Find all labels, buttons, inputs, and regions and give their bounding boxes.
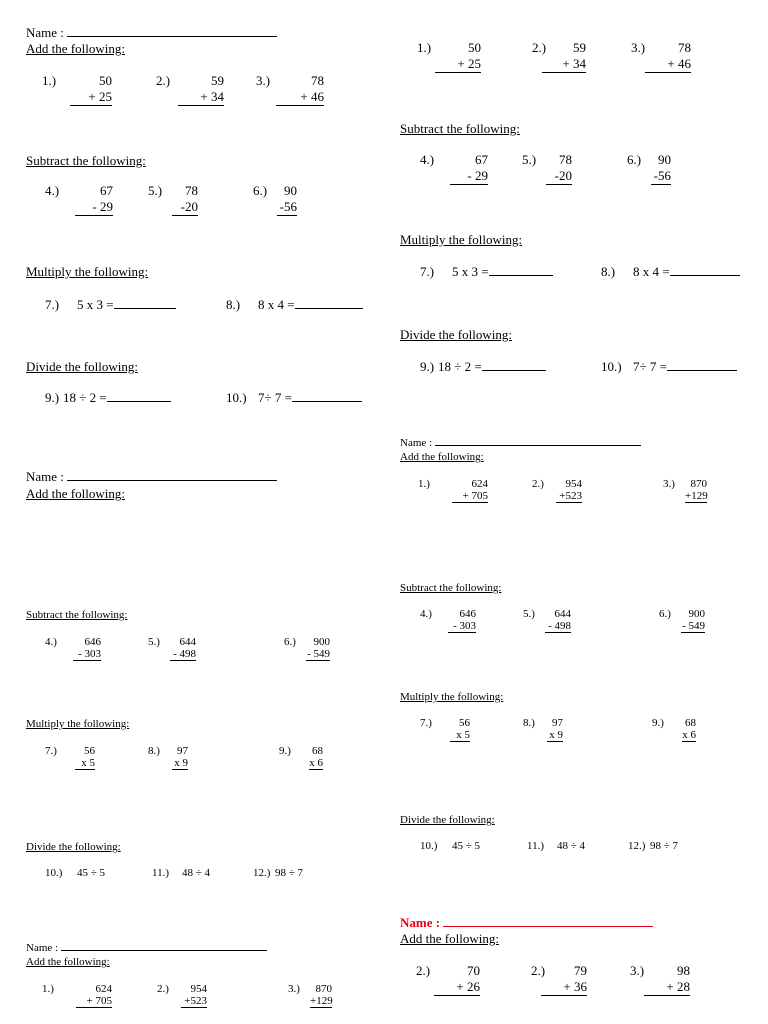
- add-heading: Add the following:: [26, 41, 125, 56]
- problem-2: 2.) 59 + 34: [532, 40, 586, 71]
- name-blank: [61, 950, 267, 951]
- add-heading: Add the following:: [400, 931, 499, 946]
- problem-10: 10.) 45 ÷ 5: [420, 840, 481, 852]
- problem-12: 12.) 98 ÷ 7: [628, 840, 679, 852]
- name-label: Name :: [26, 25, 277, 41]
- add-heading: Add the following:: [400, 451, 484, 463]
- problem-7: 7.) 5 x 3 =: [45, 297, 176, 313]
- problem-1: 1.) 50 + 25: [42, 73, 112, 104]
- subtract-heading: Subtract the following:: [26, 153, 146, 168]
- divide-heading: Divide the following:: [26, 359, 138, 374]
- problem-3: 3.) 78 + 46: [631, 40, 691, 71]
- problem-6: 6.) 900 - 549: [284, 636, 330, 660]
- problem-1: 2.) 70 + 26: [416, 963, 480, 994]
- problem-8: 8.) 8 x 4 =: [226, 297, 363, 313]
- problem-3: 3.) 870 +129: [663, 478, 708, 502]
- divide-heading: Divide the following:: [400, 814, 495, 826]
- problem-10: 10.) 45 ÷ 5: [45, 867, 106, 879]
- problem-5: 5.) 78 -20: [148, 183, 198, 214]
- problem-4: 4.) 67 - 29: [420, 152, 488, 183]
- problem-6: 6.) 900 - 549: [659, 608, 705, 632]
- problem-8: 8.) 97 x 9: [148, 745, 188, 769]
- problem-8: 8.) 97 x 9: [523, 717, 563, 741]
- problem-2: 2.) 954 +523: [532, 478, 582, 502]
- problem-10: 10.) 7÷ 7 =: [226, 390, 362, 406]
- problem-7: 7.) 56 x 5: [45, 745, 95, 769]
- add-heading: Add the following:: [26, 486, 125, 501]
- problem-5: 5.) 78 -20: [522, 152, 572, 183]
- problem-1: 1.) 50 + 25: [417, 40, 481, 71]
- divide-heading: Divide the following:: [26, 841, 121, 853]
- problem-3: 3.) 98 + 28: [630, 963, 690, 994]
- name-blank: [67, 36, 277, 37]
- name-blank: [435, 445, 641, 446]
- name-blank: [443, 926, 653, 927]
- problem-2: 2.) 954 +523: [157, 983, 207, 1007]
- multiply-heading: Multiply the following:: [400, 691, 504, 703]
- problem-2: 2.) 79 + 36: [531, 963, 587, 994]
- problem-9: 9.) 18 ÷ 2 =: [45, 390, 171, 406]
- problem-9: 9.) 68 x 6: [652, 717, 696, 741]
- problem-7: 7.) 56 x 5: [420, 717, 470, 741]
- name-blank: [67, 480, 277, 481]
- problem-1: 1.) 624 + 705: [418, 478, 488, 502]
- subtract-heading: Subtract the following:: [400, 121, 520, 136]
- problem-4: 4.) 67 - 29: [45, 183, 113, 214]
- divide-heading: Divide the following:: [400, 327, 512, 342]
- problem-3: 3.) 870 +129: [288, 983, 333, 1007]
- problem-1: 1.) 624 + 705: [42, 983, 112, 1007]
- problem-4: 4.) 646 - 303: [420, 608, 476, 632]
- problem-5: 5.) 644 - 498: [523, 608, 571, 632]
- name-label: Name :: [400, 437, 641, 449]
- problem-3: 3.) 78 + 46: [256, 73, 324, 104]
- problem-9: 9.) 18 ÷ 2 =: [420, 359, 546, 375]
- name-label: Name :: [26, 942, 267, 954]
- problem-2: 2.) 59 + 34: [156, 73, 224, 104]
- problem-10: 10.) 7÷ 7 =: [601, 359, 737, 375]
- problem-11: 11.) 48 ÷ 4: [527, 840, 586, 852]
- problem-12: 12.) 98 ÷ 7: [253, 867, 304, 879]
- problem-9: 9.) 68 x 6: [279, 745, 323, 769]
- problem-6: 6.) 90 -56: [253, 183, 297, 214]
- subtract-heading: Subtract the following:: [400, 582, 502, 594]
- multiply-heading: Multiply the following:: [26, 718, 130, 730]
- name-label: Name :: [400, 915, 653, 931]
- problem-5: 5.) 644 - 498: [148, 636, 196, 660]
- subtract-heading: Subtract the following:: [26, 609, 128, 621]
- problem-8: 8.) 8 x 4 =: [601, 264, 740, 280]
- multiply-heading: Multiply the following:: [400, 232, 523, 247]
- add-heading: Add the following:: [26, 956, 110, 968]
- multiply-heading: Multiply the following:: [26, 264, 149, 279]
- problem-7: 7.) 5 x 3 =: [420, 264, 553, 280]
- problem-6: 6.) 90 -56: [627, 152, 671, 183]
- problem-4: 4.) 646 - 303: [45, 636, 101, 660]
- name-label: Name :: [26, 469, 277, 485]
- problem-11: 11.) 48 ÷ 4: [152, 867, 211, 879]
